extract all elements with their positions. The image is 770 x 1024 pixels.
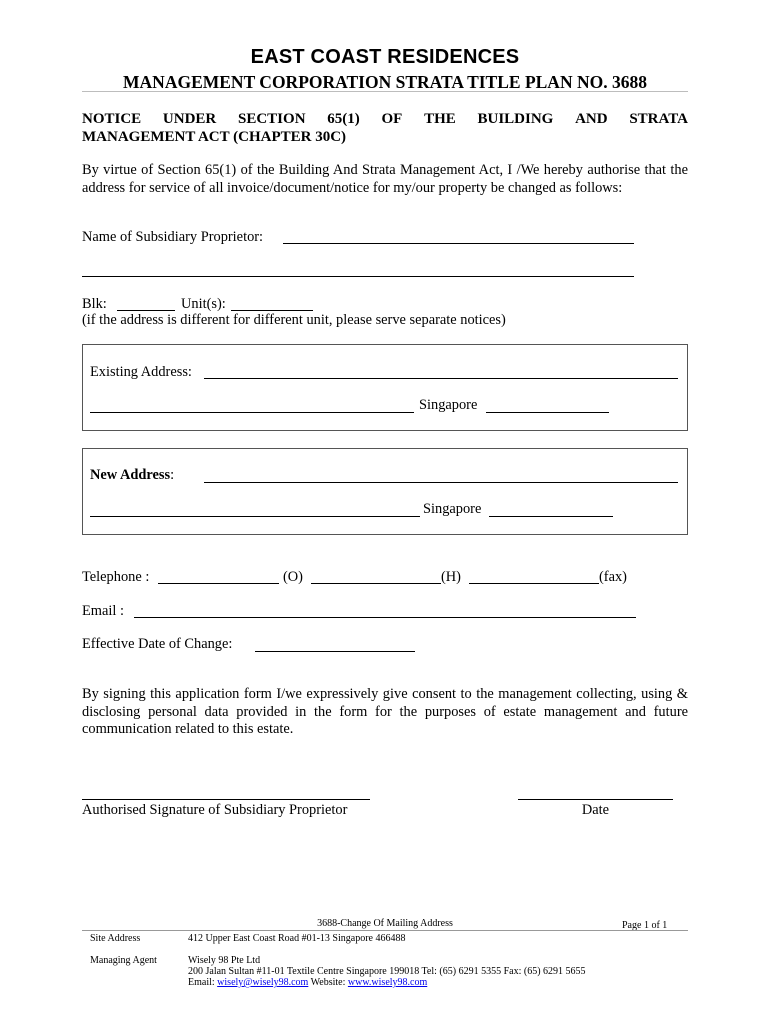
- new-address-input-line-2[interactable]: [90, 516, 420, 517]
- notice-heading-line-1: [82, 110, 688, 128]
- telephone-office-label: (O): [283, 569, 303, 585]
- unit-note: (if the address is different for different unit, please serve separate notices): [82, 312, 506, 328]
- new-postal-input-line[interactable]: [489, 516, 613, 517]
- notice-heading: [82, 110, 688, 146]
- new-singapore-label: Singapore: [423, 501, 482, 517]
- notice-word: THE: [424, 111, 456, 127]
- new-address-label-text: New Address: [90, 467, 171, 483]
- notice-word: SECTION: [238, 111, 306, 127]
- notice-heading-line-2: MANAGEMENT ACT (CHAPTER 30C): [82, 129, 347, 145]
- existing-address-box: [82, 344, 688, 431]
- footer-page-number: Page 1 of 1: [622, 920, 668, 931]
- header-divider: [82, 91, 688, 92]
- fax-label: (fax): [599, 569, 627, 585]
- new-address-box: [82, 448, 688, 535]
- email-label: Email :: [82, 603, 124, 619]
- notice-word: NOTICE: [82, 111, 142, 127]
- effective-date-input-line[interactable]: [255, 651, 415, 652]
- existing-address-input-line[interactable]: [204, 378, 678, 379]
- telephone-home-input-line[interactable]: [311, 583, 441, 584]
- managing-agent-label: Managing Agent: [90, 955, 157, 966]
- page-title: EAST COAST RESIDENCES: [250, 46, 520, 68]
- date-line[interactable]: [518, 799, 673, 800]
- name-input-line[interactable]: [283, 243, 634, 244]
- site-address-value: 412 Upper East Coast Road #01-13 Singapore 466488: [188, 933, 406, 944]
- notice-word: BUILDING: [477, 111, 554, 127]
- name-label: Name of Subsidiary Proprietor:: [82, 229, 264, 245]
- notice-word: STRATA: [629, 111, 688, 127]
- site-address-label: Site Address: [90, 933, 141, 944]
- telephone-home-label: (H): [441, 569, 461, 585]
- intro-paragraph: By virtue of Section 65(1) of the Building And Strata Management Act, I /We hereby authorise that the address for service of all invoice/document/notice for my/our property be changed as follows:: [82, 162, 688, 196]
- notice-word: AND: [575, 111, 608, 127]
- telephone-label: Telephone :: [82, 569, 150, 585]
- notice-word: OF: [381, 111, 403, 127]
- effective-date-label: Effective Date of Change:: [82, 636, 233, 652]
- new-address-input-line[interactable]: [204, 482, 678, 483]
- fax-input-line[interactable]: [469, 583, 599, 584]
- existing-address-label: Existing Address:: [90, 364, 192, 380]
- managing-agent-name: Wisely 98 Pte Ltd: [188, 955, 261, 966]
- date-label: Date: [581, 802, 610, 818]
- managing-agent-address: 200 Jalan Sultan #11-01 Textile Centre Singapore 199018 Tel: (65) 6291 5355 Fax: (65) 6291 5655: [188, 966, 586, 977]
- existing-singapore-label: Singapore: [419, 397, 478, 413]
- signature-label: Authorised Signature of Subsidiary Proprietor: [82, 802, 348, 818]
- agent-website-link[interactable]: www.wisely98.com: [347, 977, 428, 988]
- unit-label: Unit(s):: [181, 296, 226, 312]
- agent-website-label: Website:: [310, 977, 346, 988]
- notice-word: 65(1): [327, 111, 360, 127]
- blk-input-line[interactable]: [117, 310, 175, 311]
- consent-paragraph: By signing this application form I/we expressively give consent to the management collecting, using & disclosing personal data provided in the form for the purposes of estate management and future communication related to this estate.: [82, 686, 688, 737]
- unit-input-line[interactable]: [231, 310, 313, 311]
- agent-email-label: Email:: [188, 977, 215, 988]
- footer-divider: [82, 930, 688, 931]
- existing-postal-input-line[interactable]: [486, 412, 609, 413]
- signature-line[interactable]: [82, 799, 370, 800]
- telephone-office-input-line[interactable]: [158, 583, 279, 584]
- managing-agent-contact: [188, 977, 427, 989]
- new-address-label: [90, 467, 174, 484]
- blk-label: Blk:: [82, 296, 107, 312]
- page-subtitle: MANAGEMENT CORPORATION STRATA TITLE PLAN NO. 3688: [123, 72, 647, 92]
- agent-email-link[interactable]: wisely@wisely98.com: [217, 977, 309, 988]
- new-address-colon: :: [170, 467, 175, 483]
- email-input-line[interactable]: [134, 617, 636, 618]
- existing-address-input-line-2[interactable]: [90, 412, 414, 413]
- footer-doc-title: 3688-Change Of Mailing Address: [317, 918, 453, 929]
- notice-word: UNDER: [162, 111, 217, 127]
- name-input-line-2[interactable]: [82, 276, 634, 277]
